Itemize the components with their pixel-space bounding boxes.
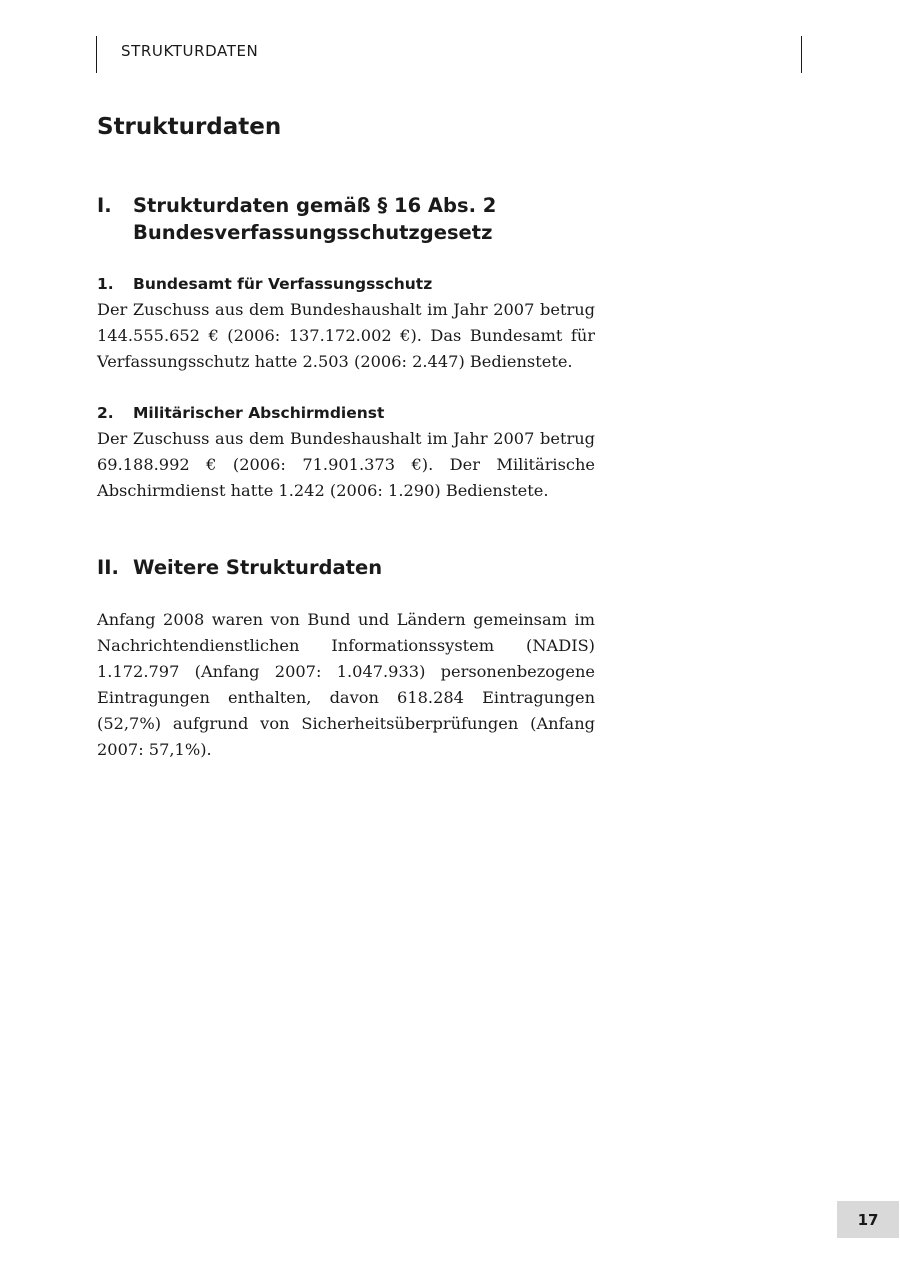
subsection-2-title: Militärischer Abschirmdienst [133, 404, 385, 422]
section-2-title: Weitere Strukturdaten [133, 556, 383, 579]
running-head: STRUKTURDATEN [121, 42, 259, 60]
page-title: Strukturdaten [97, 114, 282, 140]
section-2-number: II. [97, 556, 119, 579]
header-rule-right [801, 36, 802, 73]
section-1-heading [97, 192, 597, 246]
subsection-2-paragraph: Der Zuschuss aus dem Bundeshaushalt im Jahr 2007 betrug 69.188.992 € (2006: 71.901.373 €). Der Militärische Abschirmdienst hatte 1.242 (2006: 1.290) Bedienstete. [97, 429, 595, 500]
page-number: 17 [837, 1201, 899, 1238]
section-2-heading [97, 554, 597, 581]
section-2-paragraph: Anfang 2008 waren von Bund und Ländern gemeinsam im Nachrichtendienstlichen Informationssystem (NADIS) 1.172.797 (Anfang 2007: 1.047.933) personenbezogene Eintragungen enthalten, davon 618.284 Eintragungen (52,7%) aufgrund von Sicherheitsüberprüfungen (Anfang 2007: 57,1%). [97, 610, 595, 759]
subsection-1-paragraph: Der Zuschuss aus dem Bundeshaushalt im Jahr 2007 betrug 144.555.652 € (2006: 137.172.002 €). Das Bundesamt für Verfassungsschutz hatte 2.503 (2006: 2.447) Bedienstete. [97, 300, 595, 371]
subsection-1-number: 1. [97, 275, 114, 293]
subsection-1-heading [97, 273, 597, 295]
section-1-title: Strukturdaten gemäß § 16 Abs. 2 Bundesverfassungsschutzgesetz [133, 194, 497, 244]
header-rule-left [96, 36, 97, 73]
subsection-2-number: 2. [97, 404, 114, 422]
subsection-1-title: Bundesamt für Verfassungsschutz [133, 275, 433, 293]
section-1-number: I. [97, 194, 112, 217]
subsection-2-heading [97, 402, 597, 424]
